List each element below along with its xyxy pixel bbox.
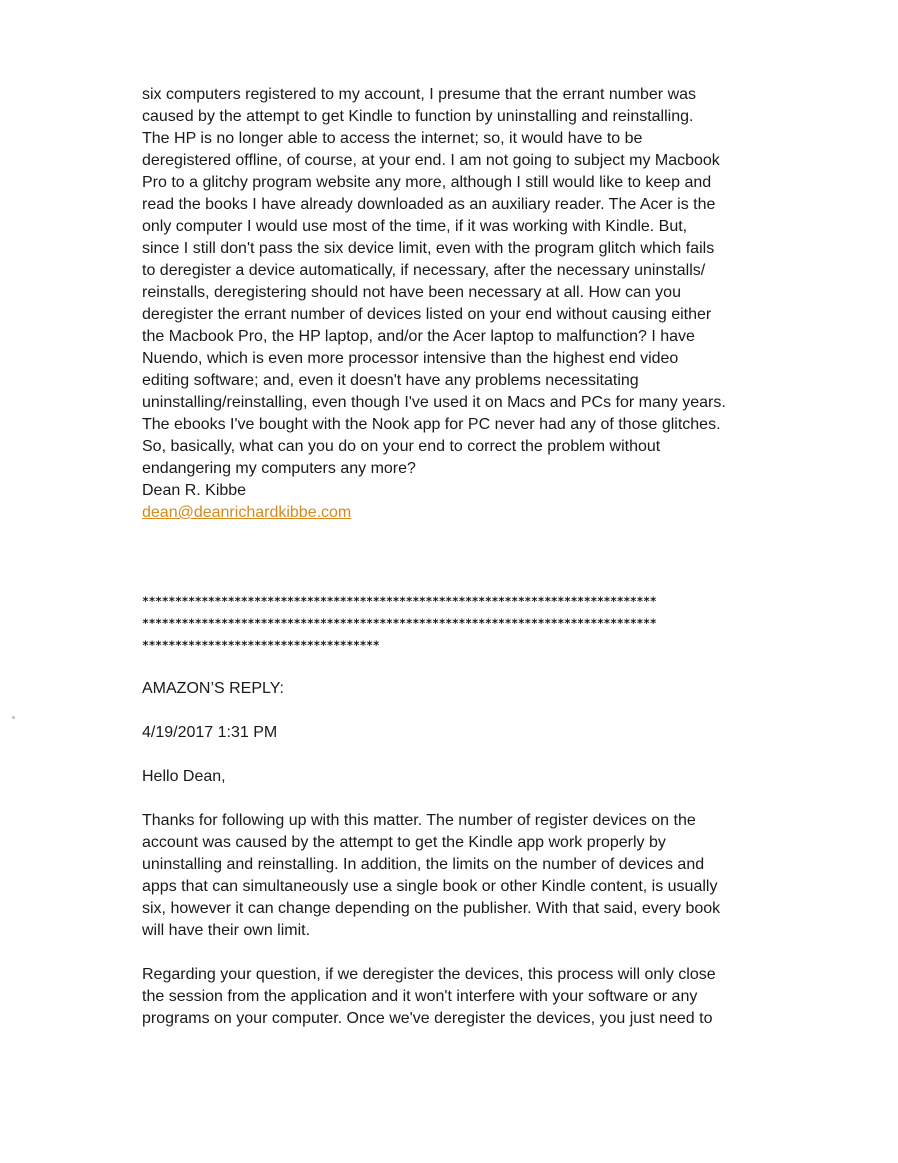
letter-line: to deregister a device automatically, if necessary, after the necessary uninstalls/ <box>142 262 706 279</box>
reply-heading: AMAZON’S REPLY: <box>142 680 284 697</box>
reply-line: account was caused by the attempt to get the Kindle app work properly by <box>142 834 666 851</box>
reply-greeting: Hello Dean, <box>142 768 226 785</box>
letter-line: deregistered offline, of course, at your end. I am not going to subject my Macbook <box>142 152 720 169</box>
letter-line: deregister the errant number of devices listed on your end without causing either <box>142 306 712 323</box>
reply-line: Regarding your question, if we deregister the devices, this process will only close <box>142 966 716 983</box>
reply-timestamp: 4/19/2017 1:31 PM <box>142 724 278 741</box>
letter-line: the Macbook Pro, the HP laptop, and/or the Acer laptop to malfunction? I have <box>142 328 695 345</box>
reply-line: the session from the application and it won't interfere with your software or any <box>142 988 698 1005</box>
letter-line: Nuendo, which is even more processor intensive than the highest end video <box>142 350 679 367</box>
reply-line: six, however it can change depending on the publisher. With that said, every book <box>142 900 721 917</box>
letter-line: since I still don't pass the six device limit, even with the program glitch which fails <box>142 240 715 257</box>
letter-line: Pro to a glitchy program website any more, although I still would like to keep and <box>142 174 712 191</box>
separator-line: ****************************************************************************** <box>142 616 657 630</box>
letter-line: reinstalls, deregistering should not have been necessary at all. How can you <box>142 284 681 301</box>
letter-line: caused by the attempt to get Kindle to function by uninstalling and reinstalling. <box>142 108 694 125</box>
separator-line: ****************************************************************************** <box>142 594 657 608</box>
letter-line: uninstalling/reinstalling, even though I've used it on Macs and PCs for many years. <box>142 394 726 411</box>
scan-speck <box>12 716 15 719</box>
signature-email-link[interactable]: dean@deanrichardkibbe.com <box>142 504 352 521</box>
letter-line: The HP is no longer able to access the internet; so, it would have to be <box>142 130 643 147</box>
letter-line: The ebooks I've bought with the Nook app for PC never had any of those glitches. <box>142 416 721 433</box>
amazon-reply <box>142 678 802 1030</box>
reply-paragraph-1 <box>142 810 802 942</box>
letter-body <box>142 84 802 480</box>
reply-line: programs on your computer. Once we've deregister the devices, you just need to <box>142 1010 713 1027</box>
customer-letter <box>142 84 802 524</box>
signature-name: Dean R. Kibbe <box>142 482 247 499</box>
reply-line: Thanks for following up with this matter. The number of register devices on the <box>142 812 696 829</box>
signature-block <box>142 480 802 524</box>
separator-line: ************************************ <box>142 638 380 652</box>
asterisk-separator <box>142 590 656 656</box>
reply-line: apps that can simultaneously use a single book or other Kindle content, is usually <box>142 878 718 895</box>
reply-paragraph-2 <box>142 964 802 1030</box>
letter-line: six computers registered to my account, I presume that the errant number was <box>142 86 697 103</box>
reply-line: uninstalling and reinstalling. In addition, the limits on the number of devices and <box>142 856 705 873</box>
letter-line: read the books I have already downloaded as an auxiliary reader. The Acer is the <box>142 196 716 213</box>
letter-line: only computer I would use most of the time, if it was working with Kindle. But, <box>142 218 688 235</box>
reply-line: will have their own limit. <box>142 922 311 939</box>
letter-line: editing software; and, even it doesn't have any problems necessitating <box>142 372 639 389</box>
letter-line: So, basically, what can you do on your end to correct the problem without <box>142 438 661 455</box>
signature-email-line <box>142 502 802 524</box>
letter-line: endangering my computers any more? <box>142 460 416 477</box>
